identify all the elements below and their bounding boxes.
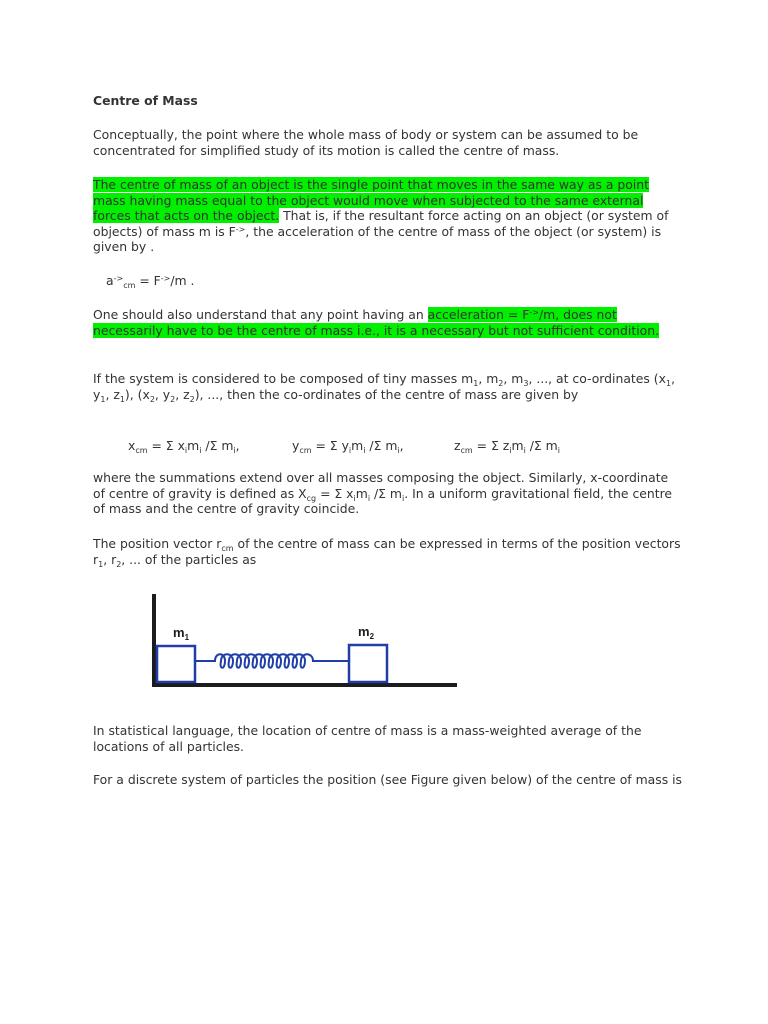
paragraph-tiny-masses: If the system is considered to be composed of tiny masses $m_1$, $m_2$, $m_3$, ..., at co-ordinates ($x_1$, $y_1$, $z_1$), ($x_2$, $y_2$, $z_2$), ..., then the co-ordinates of the centre of mass are given by (93, 371, 676, 404)
two-mass-spring-figure (145, 584, 465, 694)
paragraph-centre-of-mass-motion: The centre of mass of an object is the single point that moves in the same way as a point mass having mass equal to the object would move when subjected to the same external forces that acts on the object. That is, if the resultant force acting on an object (or system of objects) of mass m is F->, the acceleration of the centre of mass of the object (or system) is given by . (93, 177, 669, 254)
mass-block-2 (349, 645, 387, 682)
mass-block-1 (157, 646, 195, 682)
paragraph-discrete-system: For a discrete system of particles the position (see Figure given below) of the centre of mass is (93, 772, 682, 787)
page-title: Centre of Mass (93, 93, 198, 108)
paragraph-definition: Conceptually, the point where the whole mass of body or system can be assumed to be concentrated for simplified study of its motion is called the centre of mass. (93, 127, 639, 158)
formula-y-cm: $y_{cm} = \Sigma$ $y_im_i$ /Σ $m_i$, (292, 438, 404, 455)
paragraph-statistical-language: In statistical language, the location of centre of mass is a mass-weighted average of the locations of all particles. (93, 723, 642, 754)
label-m1: $m_1$ (173, 625, 190, 642)
acceleration-equation: $a^{->}_{cm} = F^{->}/m$ . (106, 273, 195, 290)
highlighted-text: acceleration = F->/m, does not necessarily have to be the centre of mass i.e., it is a necessary but not sufficient condition. (93, 307, 660, 338)
formula-z-cm: $z_{cm} = \Sigma$ $z_im_i$ /Σ $m_i$ (454, 438, 560, 455)
paragraph-necessary-condition: One should also understand that any point having an acceleration = F->/m, does not necessarily have to be the centre of mass i.e., it is a necessary but not sufficient condition. (93, 307, 660, 338)
paragraph-position-vector: The position vector $r_{cm}$ of the centre of mass can be expressed in terms of the position vectors $r_1$, $r_2$, ... of the particles as (93, 536, 681, 569)
formula-x-cm: $x_{cm} = \Sigma$ $x_im_i$ /Σ $m_i$, (128, 438, 240, 455)
paragraph-centre-of-gravity: where the summations extend over all masses composing the object. Similarly, x-coordinate of centre of gravity is defined as $X_{cg} = \Sigma$ $x_im_i$ /Σ $m_i$. In a uniform gravitational field, the centre of mass and the centre of gravity coincide. (93, 470, 673, 516)
highlighted-text: The centre of mass of an object is the single point that moves in the same way as a point mass having mass equal to the object would move when subjected to the same external forces that acts on the object. (93, 177, 649, 223)
label-m2: $m_2$ (358, 624, 375, 641)
